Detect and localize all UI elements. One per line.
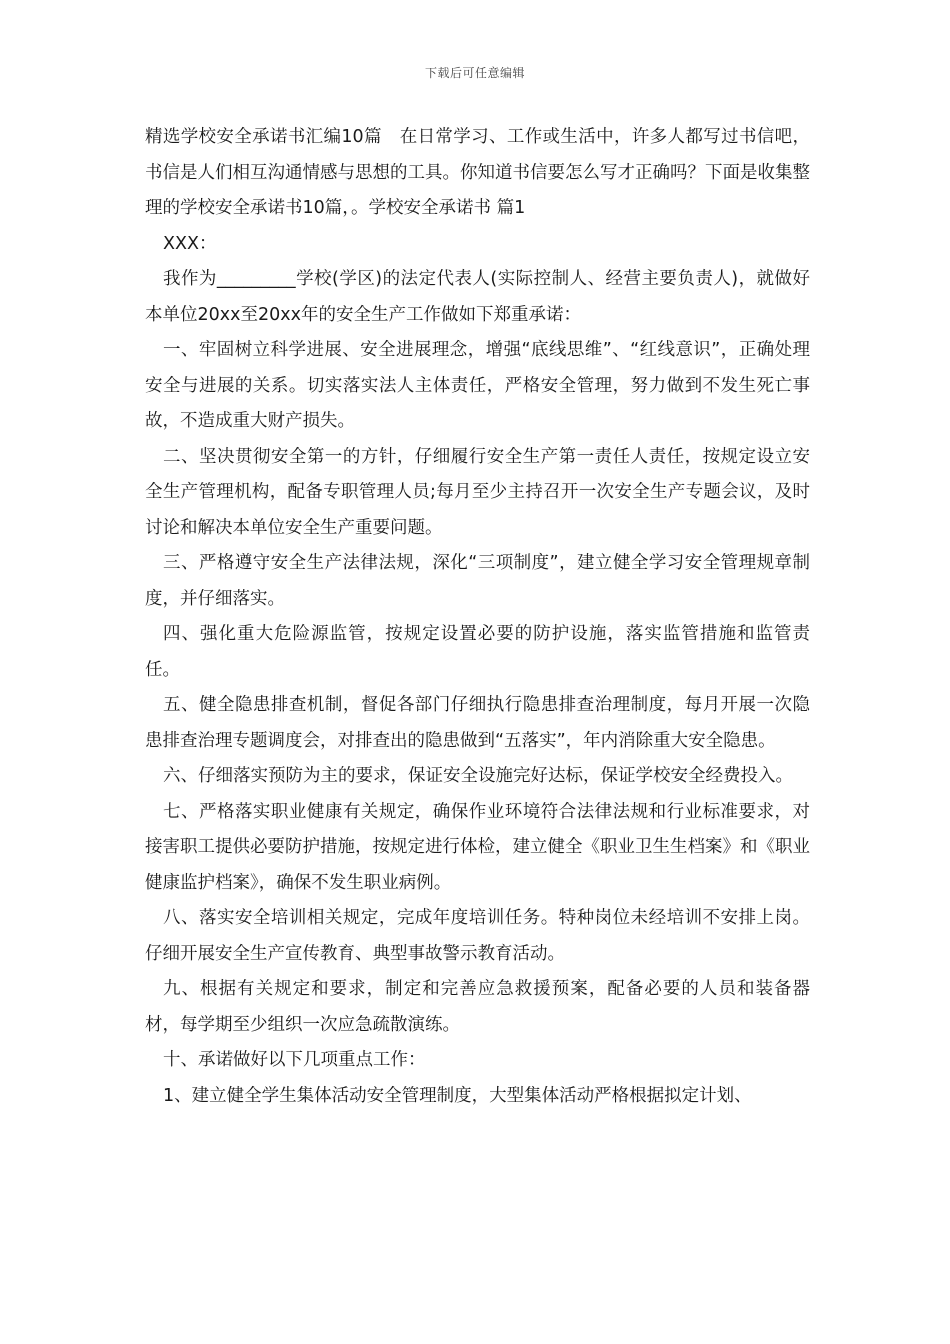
- pledge-opening: 我作为_________学校(学区)的法定代表人(实际控制人、经营主要负责人)，就做好本单位20xx至20xx年的安全生产工作做如下郑重承诺：: [145, 269, 810, 325]
- salutation: XXX：: [163, 233, 217, 254]
- document-body: [145, 120, 810, 1114]
- pledge-item-10: 十、承诺做好以下几项重点工作：: [163, 1050, 426, 1070]
- pledge-item-4: 四、强化重大危险源监管，按规定设置必要的防护设施，落实监管措施和监管责任。: [145, 624, 810, 680]
- pledge-item-5: 五、健全隐患排查机制，督促各部门仔细执行隐患排查治理制度，每月开展一次隐患排查治理专题调度会，对排查出的隐患做到“五落实”，年内消除重大安全隐患。: [145, 695, 810, 751]
- pledge-item-9: 九、根据有关规定和要求，制定和完善应急救援预案，配备必要的人员和装备器材，每学期至少组织一次应急疏散演练。: [145, 979, 810, 1035]
- pledge-item-6: 六、仔细落实预防为主的要求，保证安全设施完好达标，保证学校安全经费投入。: [163, 766, 793, 786]
- pledge-item-1: 一、牢固树立科学进展、安全进展理念，增强“底线思维”、“红线意识”，正确处理安全与进展的关系。切实落实法人主体责任，严格安全管理，努力做到不发生死亡事故，不造成重大财产损失。: [145, 340, 810, 431]
- pledge-item-2: 二、坚决贯彻安全第一的方针，仔细履行安全生产第一责任人责任，按规定设立安全生产管理机构，配备专职管理人员;每月至少主持召开一次安全生产专题会议，及时讨论和解决本单位安全生产重要问题。: [145, 446, 810, 538]
- download-note: 下载后可任意编辑: [424, 66, 525, 80]
- intro-paragraph: 精选学校安全承诺书汇编10篇 在日常学习、工作或生活中，许多人都写过书信吧，书信是人们相互沟通情感与思想的工具。你知道书信要怎么写才正确吗？下面是收集整理的学校安全承诺书10篇，。学校安全承诺书 篇1: [145, 127, 810, 218]
- pledge-item-8: 八、落实安全培训相关规定，完成年度培训任务。特种岗位未经培训不安排上岗。仔细开展安全生产宣传教育、典型事故警示教育活动。: [145, 908, 810, 964]
- pledge-item-3: 三、严格遵守安全生产法律法规，深化“三项制度”，建立健全学习安全管理规章制度，并仔细落实。: [145, 553, 810, 609]
- key-task-1: 1、建立健全学生集体活动安全管理制度，大型集体活动严格根据拟定计划、: [163, 1085, 752, 1106]
- pledge-item-7: 七、严格落实职业健康有关规定，确保作业环境符合法律法规和行业标准要求，对接害职工提供必要防护措施，按规定进行体检，建立健全《职业卫生生档案》和《职业健康监护档案》，确保不发生职业病例。: [145, 801, 810, 893]
